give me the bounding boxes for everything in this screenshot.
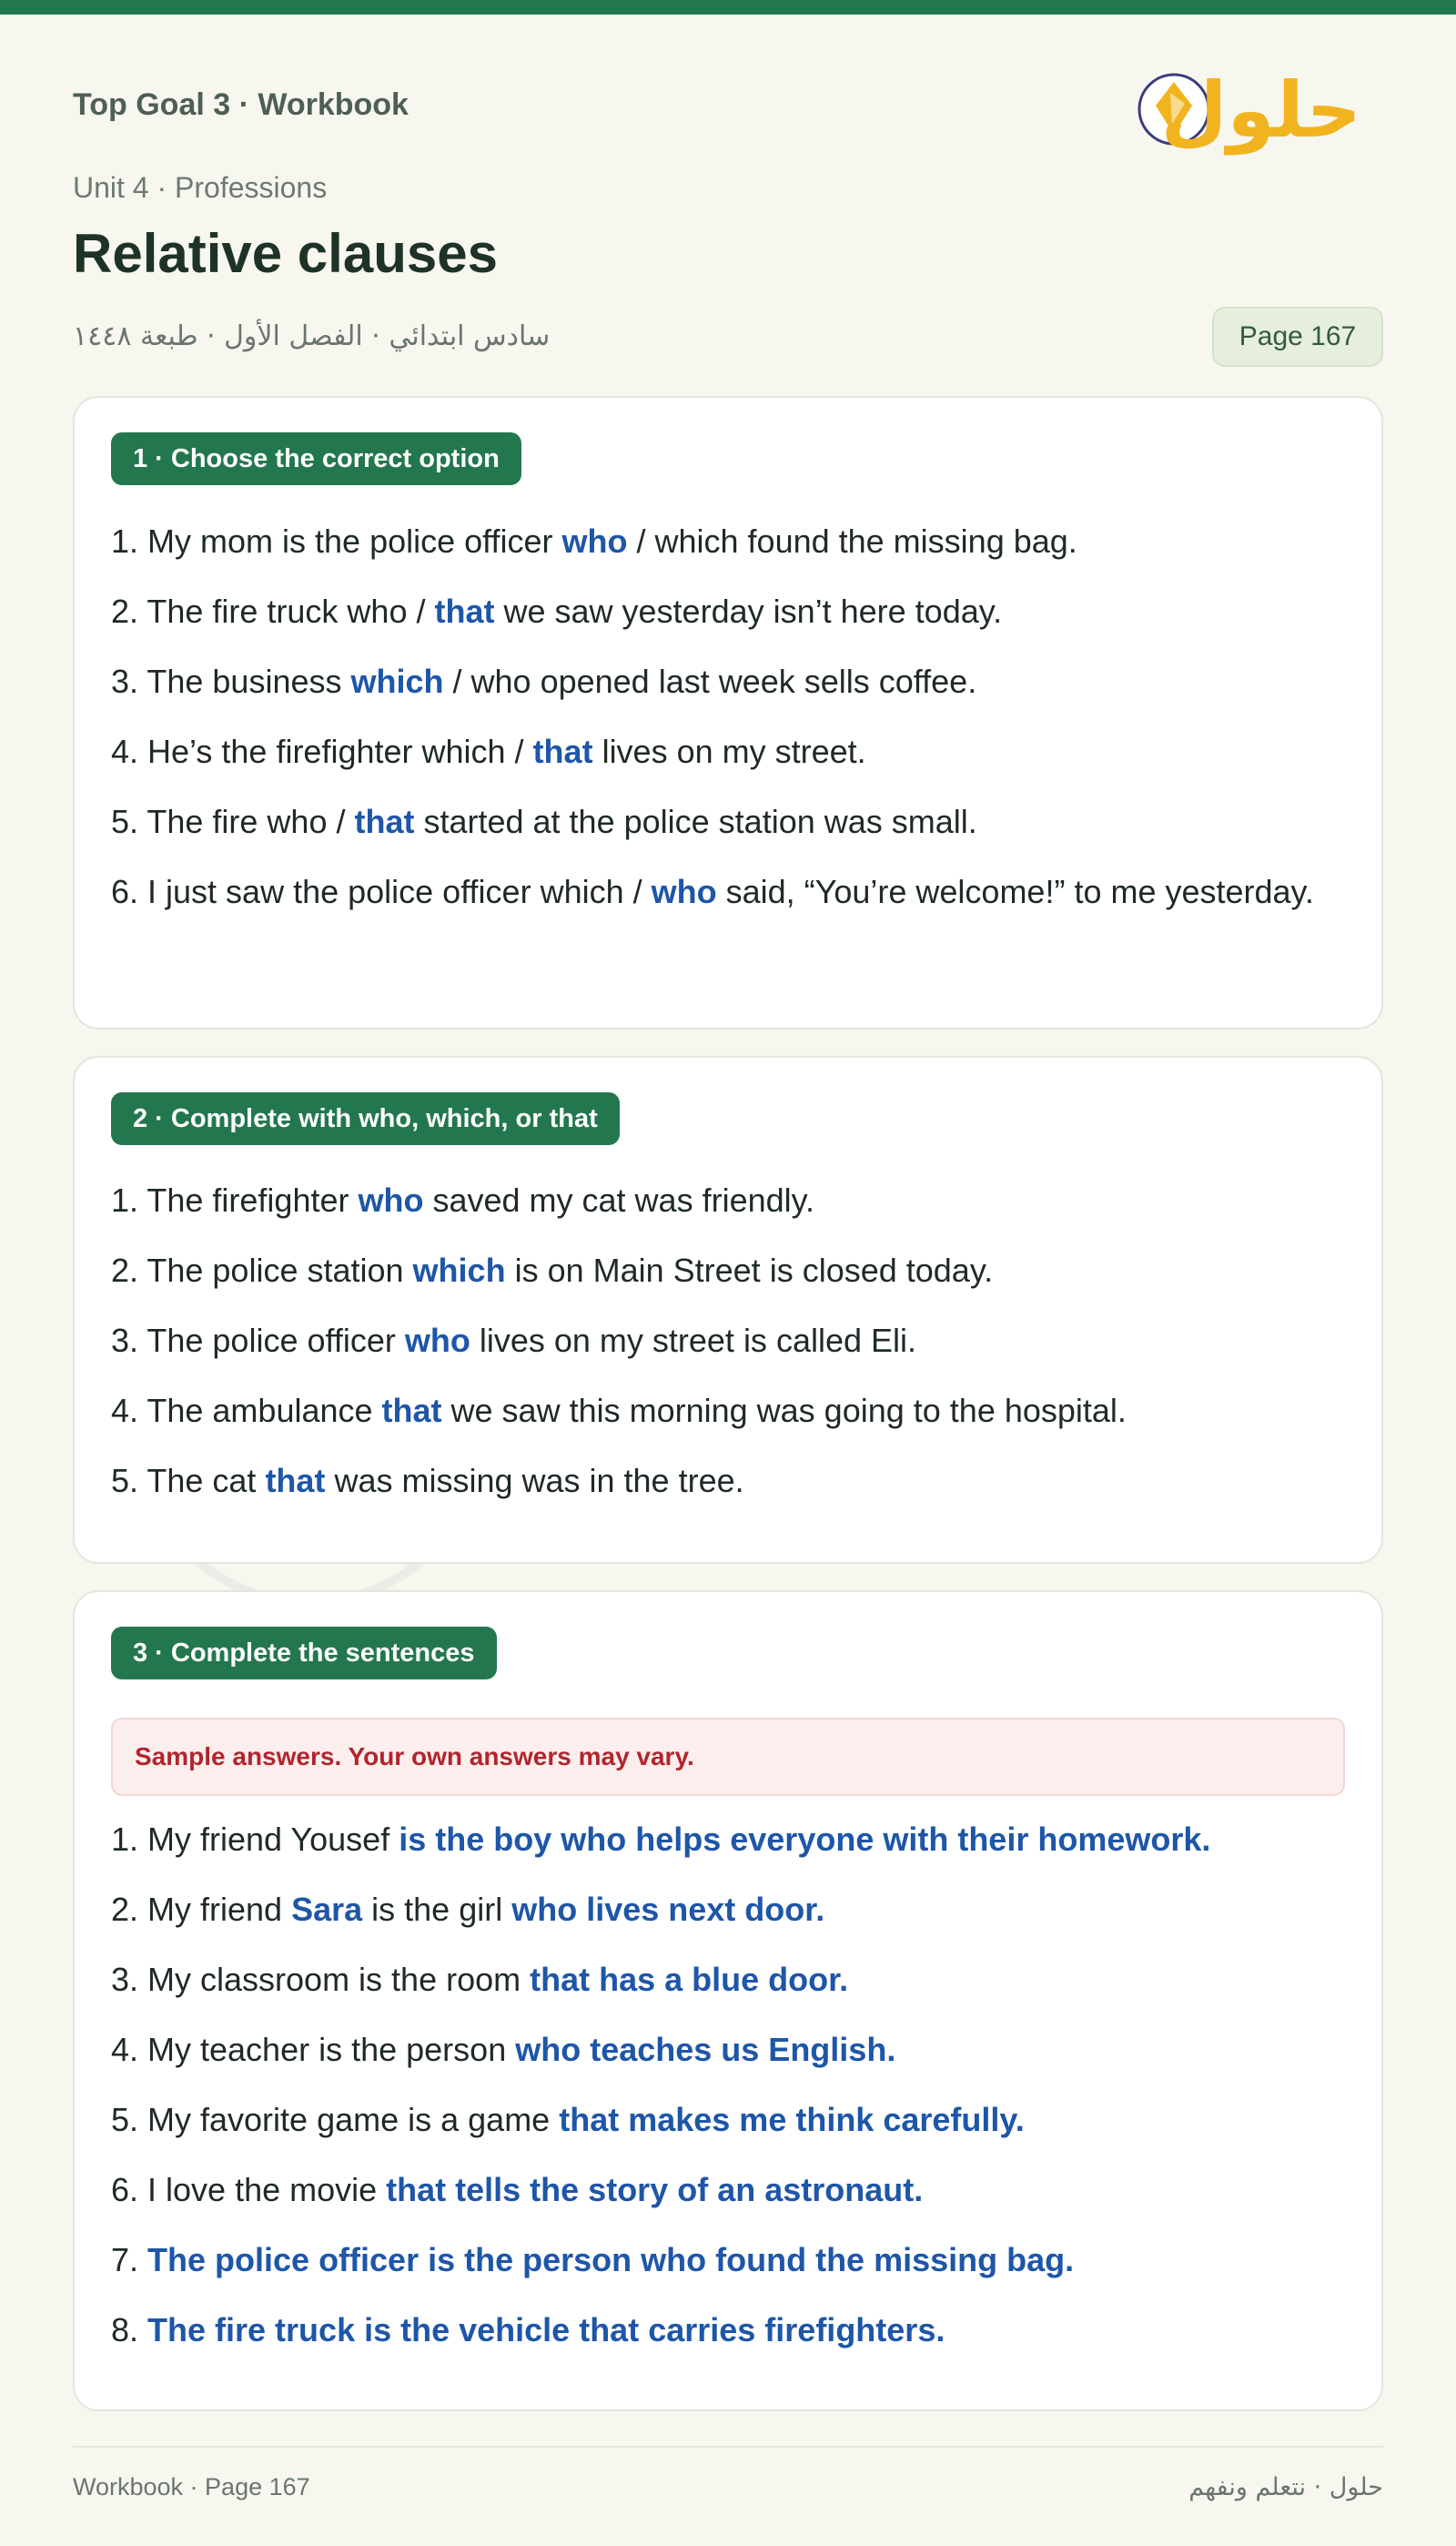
list-item — [111, 796, 1345, 866]
sentence-text: we saw yesterday isn’t here today. — [494, 593, 1003, 630]
footer-right: حلول · نتعلم ونفهم — [1188, 2473, 1383, 2501]
list-item — [111, 2164, 1345, 2234]
list-item — [111, 1883, 1345, 1953]
list-item — [111, 2024, 1345, 2094]
sentence-text: 3. The business — [111, 663, 351, 700]
sentence-text: / who opened last week sells coffee. — [443, 663, 977, 700]
sentence-text: 3. My classroom is the room — [111, 1961, 531, 1998]
sentence-text: 1. The firefighter — [111, 1182, 359, 1219]
footer-divider — [73, 2446, 1383, 2448]
answer-text: The fire truck is the vehicle that carries firefighters. — [147, 2311, 945, 2348]
answer-text: that — [434, 593, 495, 630]
sentence-text: 7. — [111, 2241, 148, 2278]
section-1-tag: 1 · Choose the correct option — [111, 432, 521, 485]
sentence-text: 1. My friend Yousef — [111, 1821, 399, 1858]
logo-text: حلول — [1160, 66, 1361, 155]
sentence-text: 3. The police officer — [111, 1322, 405, 1359]
sentence-text: saved my cat was friendly. — [423, 1182, 814, 1219]
sentence-text: said, “You’re welcome!” to me yesterday. — [716, 873, 1314, 910]
unit-label: Unit 4 · Professions — [73, 171, 328, 204]
sentence-text: 1. My mom is the police officer — [111, 522, 562, 560]
page-badge: Page 167 — [1212, 307, 1383, 367]
list-item — [111, 1953, 1345, 2024]
list-item — [111, 2094, 1345, 2164]
answer-text: that tells the story of an astronaut. — [386, 2171, 924, 2208]
list-item — [111, 655, 1345, 725]
sentence-text: 5. The cat — [111, 1462, 266, 1499]
sentence-text: lives on my street is called Eli. — [470, 1322, 917, 1359]
list-item — [111, 515, 1345, 585]
sentence-text: 4. My teacher is the person — [111, 2031, 516, 2068]
sentence-text: is the girl — [362, 1891, 512, 1928]
halool-logo-icon — [1134, 56, 1370, 157]
sentence-text: 8. — [111, 2311, 148, 2348]
list-item — [111, 1455, 1345, 1525]
section-2-items — [111, 1174, 1345, 1525]
sentence-text: is on Main Street is closed today. — [505, 1252, 994, 1289]
book-title: Top Goal 3 · Workbook — [73, 87, 409, 122]
answer-text: who teaches us English. — [515, 2031, 896, 2068]
sentence-text: 2. The fire truck who / — [111, 593, 435, 630]
sentence-text: / which found the missing bag. — [627, 522, 1077, 560]
answer-text: The police officer is the person who found the missing bag. — [147, 2241, 1075, 2278]
answer-text: is the boy who helps everyone with their homework. — [399, 1821, 1211, 1858]
sentence-text: lives on my street. — [592, 733, 866, 770]
sentence-text: we saw this morning was going to the hospital. — [441, 1392, 1127, 1429]
footer-left: Workbook · Page 167 — [73, 2473, 310, 2500]
sample-answers-note: Sample answers. Your own answers may vary. — [111, 1718, 1345, 1796]
answer-text: which — [350, 663, 444, 700]
page-title: Relative clauses — [73, 223, 498, 284]
answer-text: who — [561, 522, 628, 560]
sentence-text: 6. I love the movie — [111, 2171, 387, 2208]
sentence-text: started at the police station was small. — [414, 803, 977, 840]
list-item — [111, 1314, 1345, 1385]
answer-text: that makes me think carefully. — [559, 2101, 1025, 2138]
sentence-text: 5. The fire who / — [111, 803, 355, 840]
section-3-items — [111, 1813, 1345, 2374]
answer-text: who — [651, 873, 717, 910]
list-item — [111, 2234, 1345, 2304]
answer-text: Sara — [291, 1891, 363, 1928]
list-item — [111, 1174, 1345, 1244]
list-item — [111, 585, 1345, 655]
section-1-items — [111, 515, 1345, 918]
list-item — [111, 1244, 1345, 1314]
section-3-tag: 3 · Complete the sentences — [111, 1627, 497, 1679]
sentence-text: 4. The ambulance — [111, 1392, 382, 1429]
answer-text: that — [381, 1392, 442, 1429]
answer-text: that — [265, 1462, 326, 1499]
sentence-text: 5. My favorite game is a game — [111, 2101, 560, 2138]
answer-text: who — [358, 1182, 424, 1219]
page-header — [73, 0, 1383, 391]
list-item — [111, 2304, 1345, 2374]
answer-text: that has a blue door. — [530, 1961, 849, 1998]
answer-text: who — [404, 1322, 470, 1359]
section-2-tag: 2 · Complete with who, which, or that — [111, 1092, 620, 1145]
sentence-text: 2. The police station — [111, 1252, 413, 1289]
list-item — [111, 1813, 1345, 1883]
list-item — [111, 866, 1345, 918]
sentence-text: 4. He’s the firefighter which / — [111, 733, 533, 770]
answer-text: that — [354, 803, 415, 840]
answer-text: that — [532, 733, 593, 770]
sentence-text: 6. I just saw the police officer which / — [111, 873, 652, 910]
list-item — [111, 1385, 1345, 1455]
arabic-subtitle: سادس ابتدائي · الفصل الأول · طبعة ١٤٤٨ — [73, 320, 551, 352]
sentence-text: was missing was in the tree. — [325, 1462, 744, 1499]
sentence-text: 2. My friend — [111, 1891, 292, 1928]
list-item — [111, 725, 1345, 796]
answer-text: which — [412, 1252, 506, 1289]
answer-text: who lives next door. — [511, 1891, 825, 1928]
